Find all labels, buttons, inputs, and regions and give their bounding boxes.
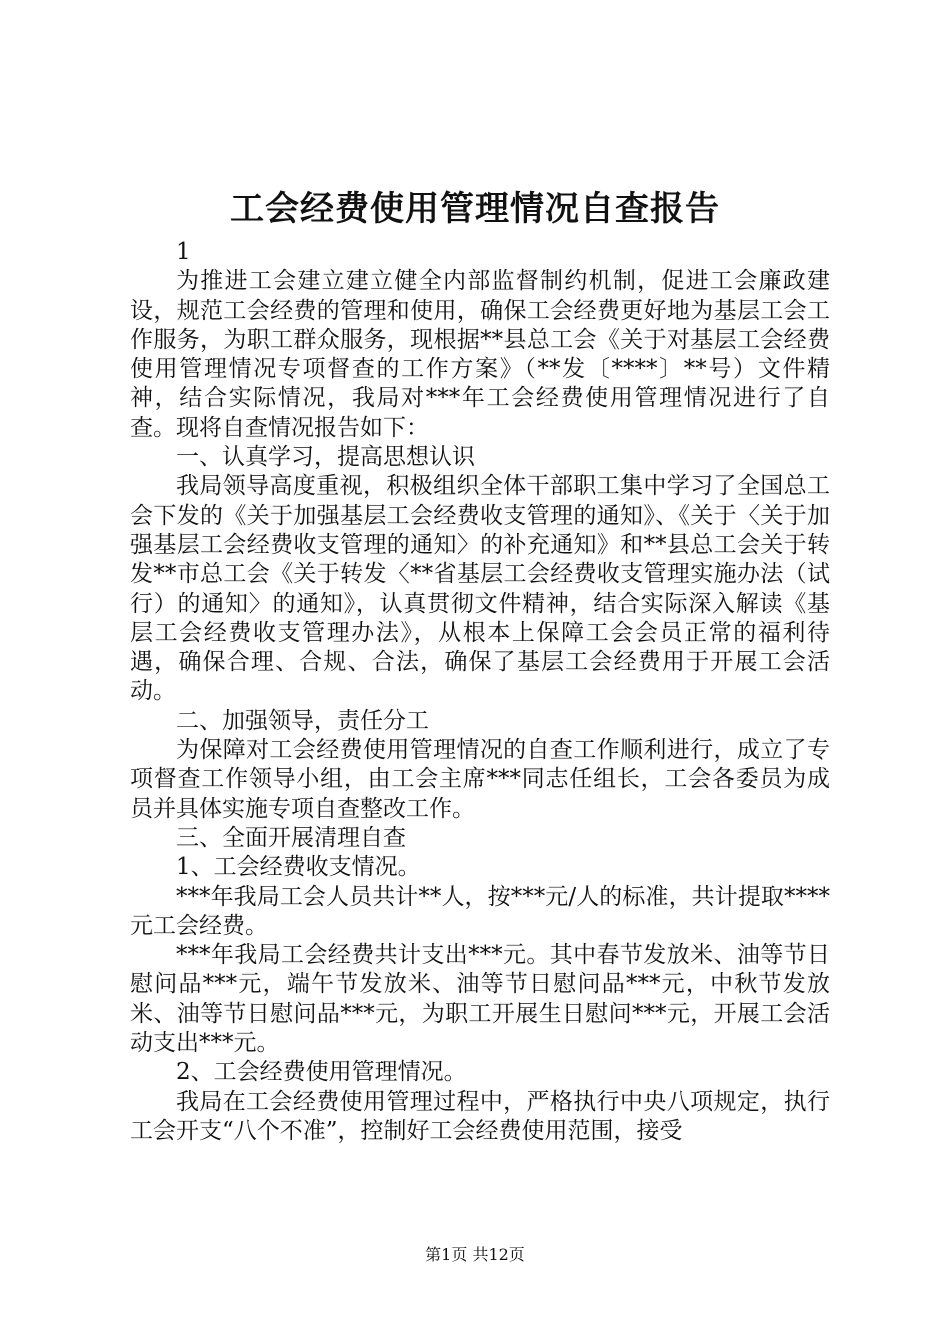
document-body (130, 238, 830, 1146)
paragraph-expense: ***年我局工会经费共计支出***元。其中春节发放米、油等节日慰问品***元，端午节发放米、油等节日慰问品***元，中秋节发放米、油等节日慰问品***元，为职工开展生日慰问***元，开展工会活动支出***元。 (130, 942, 830, 1057)
subheading-2: 2、工会经费使用管理情况。 (176, 1059, 467, 1086)
section-heading-2: 二、加强领导，责任分工 (176, 707, 429, 734)
paragraph-leadership: 为保障对工会经费使用管理情况的自查工作顺利进行，成立了专项督查工作领导小组，由工会主席***同志任组长，工会各委员为成员并具体实施专项自查整改工作。 (130, 737, 830, 822)
paragraph-number: 1 (176, 239, 191, 265)
document-title: 工会经费使用管理情况自查报告 (230, 189, 720, 229)
paragraph-management: 我局在工会经费使用管理过程中，严格执行中央八项规定，执行工会开支“八个不准”，控制好工会经费使用范围，接受 (130, 1088, 830, 1144)
section-heading-1: 一、认真学习，提高思想认识 (176, 444, 475, 471)
section-heading-3: 三、全面开展清理自查 (176, 824, 406, 851)
paragraph-intro: 为推进工会建立建立健全内部监督制约机制，促进工会廉政建设，规范工会经费的管理和使用，确保工会经费更好地为基层工会工作服务，为职工群众服务，现根据**县总工会《关于对基层工会经费使用管理情况专项督查的工作方案》（**发〔****〕**号）文件精神，结合实际情况，我局对***年工会经费使用管理情况进行了自查。现将自查情况报告如下： (130, 268, 830, 441)
subheading-1: 1、工会经费收支情况。 (176, 854, 421, 881)
paragraph-study: 我局领导高度重视，积极组织全体干部职工集中学习了全国总工会下发的《关于加强基层工会经费收支管理的通知》、《关于〈关于加强基层工会经费收支管理的通知〉的补充通知》和**县总工会关于转发**市总工会《关于转发〈**省基层工会经费收支管理实施办法（试行）的通知〉的通知》，认真贯彻文件精神，结合实际深入解读《基层工会经费收支管理办法》，从根本上保障工会会员正常的福利待遇，确保合理、合规、合法，确保了基层工会经费用于开展工会活动。 (130, 473, 830, 705)
page-footer: 第1页 共12页 (425, 1245, 525, 1264)
paragraph-income: ***年我局工会人员共计**人，按***元/人的标准，共计提取****元工会经费。 (130, 883, 830, 939)
